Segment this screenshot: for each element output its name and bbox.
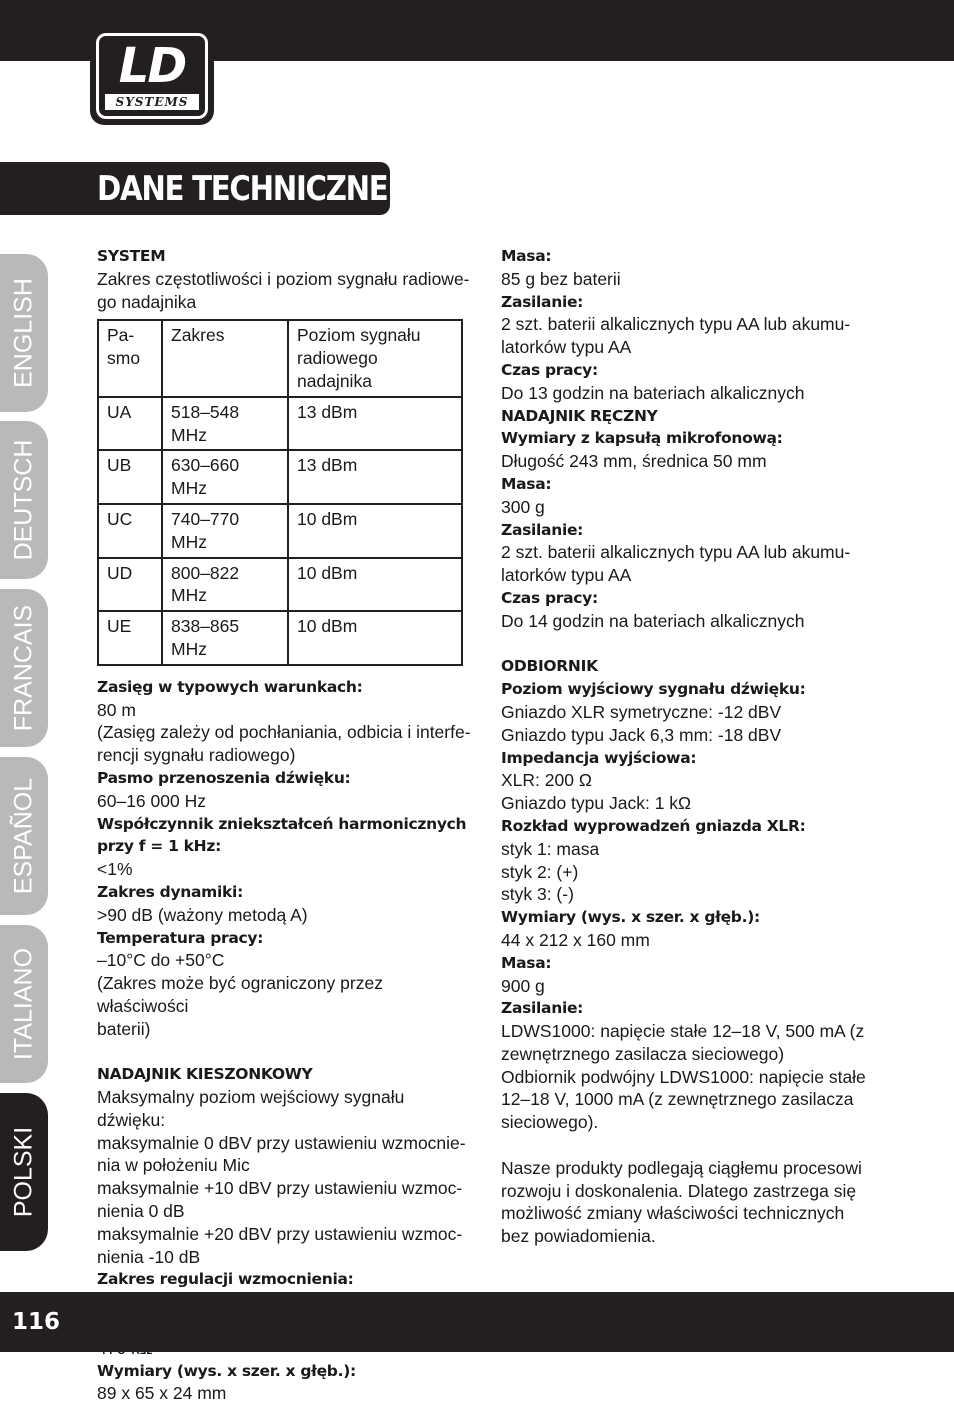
spec-value: XLR: 200 Ω — [501, 770, 592, 791]
spec-value: Długość 243 mm, średnica 50 mm — [501, 451, 767, 472]
section-heading-handheld: NADAJNIK RĘCZNY — [501, 406, 658, 425]
table-cell: 13 dBm — [288, 450, 462, 504]
logo-brand: LD — [118, 38, 186, 94]
disclaimer-line: bez powiadomienia. — [501, 1226, 656, 1247]
text-line: go nadajnika — [97, 291, 197, 312]
spec-value: zewnętrznego zasilacza sieciowego) — [501, 1043, 785, 1064]
spec-label: Temperatura pracy: — [97, 928, 264, 947]
spec-value: 44 x 212 x 160 mm — [501, 929, 650, 950]
spec-value: Gniazdo typu Jack 6,3 mm: -18 dBV — [501, 724, 782, 745]
spec-value: >90 dB (ważony metodą A) — [97, 904, 308, 925]
table-cell: 10 dBm — [288, 558, 462, 612]
spec-value: baterii) — [97, 1018, 151, 1039]
spec-value: 85 g bez baterii — [501, 268, 621, 289]
spec-value: 300 g — [501, 496, 545, 517]
spec-value: nienia 0 dB — [97, 1201, 185, 1222]
table-cell: 800–822 MHz — [162, 558, 288, 612]
spec-label: Poziom wyjściowy sygnału dźwięku: — [501, 680, 806, 699]
spec-value: maksymalnie 0 dBV przy ustawieniu wzmocnie- — [97, 1132, 466, 1153]
spec-value: Do 13 godzin na bateriach alkalicznych — [501, 382, 805, 403]
tab-english[interactable] — [0, 254, 48, 412]
text-line: Zakres częstotliwości i poziom sygnału radiowe- — [97, 268, 470, 289]
spec-value: Odbiornik podwójny LDWS1000: napięcie stałe — [501, 1066, 866, 1087]
ld-systems-logo — [90, 27, 214, 125]
spec-value: 80 m — [97, 699, 136, 720]
spec-value: Do 14 godzin na bateriach alkalicznych — [501, 610, 805, 631]
spec-value: Gniazdo typu Jack: 1 kΩ — [501, 793, 692, 814]
spec-label: Impedancja wyjściowa: — [501, 748, 697, 767]
table-row — [98, 611, 462, 665]
page-title: DANE TECHNICZNE: — [97, 169, 397, 209]
right-column — [501, 245, 871, 1248]
spec-value: 900 g — [501, 975, 545, 996]
spec-value: <1% — [97, 859, 133, 880]
spec-value: styk 2: (+) — [501, 861, 579, 882]
spec-value: –10°C do +50°C — [97, 950, 225, 971]
section-heading-receiver: ODBIORNIK — [501, 657, 598, 676]
left-column — [97, 245, 477, 1405]
table-header-cell: Pa- smo — [98, 320, 162, 396]
logo-frame — [96, 33, 208, 119]
spec-value: latorków typu AA — [501, 337, 632, 358]
table-header-cell: Zakres — [162, 320, 288, 396]
tab-label: FRANCAIS — [9, 604, 38, 732]
spec-value: Maksymalny poziom wejściowy sygnału dźwięku: — [97, 1087, 405, 1130]
spec-label: Zakres dynamiki: — [97, 882, 243, 901]
frequency-table — [97, 319, 463, 665]
spec-label: Zasięg w typowych warunkach: — [97, 677, 363, 696]
spec-label: Współczynnik zniekształceń harmonicznych — [97, 814, 467, 833]
table-cell: 10 dBm — [288, 504, 462, 558]
table-cell: UB — [98, 450, 162, 504]
tab-label: ENGLISH — [9, 278, 38, 388]
table-cell: 740–770 MHz — [162, 504, 288, 558]
spacer — [501, 1134, 871, 1157]
spec-label: Zakres regulacji wzmocnienia: — [97, 1270, 354, 1289]
disclaimer-line: rozwoju i doskonalenia. Dlatego zastrzega się — [501, 1180, 857, 1201]
table-row — [98, 558, 462, 612]
tab-espanol[interactable] — [0, 757, 48, 915]
spec-value: latorków typu AA — [501, 565, 632, 586]
tab-polski[interactable] — [0, 1093, 48, 1251]
spec-label: Wymiary (wys. x szer. x głęb.): — [97, 1361, 356, 1380]
spec-value: styk 3: (-) — [501, 884, 574, 905]
spec-value: rencji sygnału radiowego) — [97, 745, 296, 766]
spec-value: 60–16 000 Hz — [97, 790, 206, 811]
tab-label: ESPAÑOL — [9, 777, 38, 895]
table-cell: 838–865 MHz — [162, 611, 288, 665]
table-cell: UD — [98, 558, 162, 612]
spec-value: 2 szt. baterii alkalicznych typu AA lub akumu- — [501, 542, 851, 563]
spec-label: przy f = 1 kHz: — [97, 837, 221, 856]
table-header-cell: Poziom sygnału radiowego nadajnika — [288, 320, 462, 396]
spacer — [501, 633, 871, 656]
logo-sub: SYSTEMS — [105, 94, 199, 110]
tab-label: ITALIANO — [9, 947, 38, 1061]
disclaimer-line: Nasze produkty podlegają ciągłemu procesowi — [501, 1157, 862, 1178]
table-cell: 630–660 MHz — [162, 450, 288, 504]
spec-label: Wymiary z kapsułą mikrofonową: — [501, 429, 783, 448]
page-number: 116 — [12, 1309, 61, 1335]
spec-value: (Zakres może być ograniczony przez właściwości — [97, 973, 383, 1016]
table-cell: UC — [98, 504, 162, 558]
spec-label: Rozkład wyprowadzeń gniazda XLR: — [501, 816, 806, 835]
table-cell: 13 dBm — [288, 397, 462, 451]
spec-label: Wymiary (wys. x szer. x głęb.): — [501, 908, 760, 927]
bottom-bar — [0, 1292, 954, 1352]
tab-italiano[interactable] — [0, 925, 48, 1083]
tab-label: DEUTSCH — [9, 439, 38, 561]
spec-value: nienia -10 dB — [97, 1246, 201, 1267]
table-row — [98, 504, 462, 558]
table-row — [98, 397, 462, 451]
table-cell: UE — [98, 611, 162, 665]
table-cell: UA — [98, 397, 162, 451]
spec-label: Pasmo przenoszenia dźwięku: — [97, 768, 351, 787]
table-cell: 518–548 MHz — [162, 397, 288, 451]
spec-value: (Zasięg zależy od pochłaniania, odbicia i interfe- — [97, 722, 471, 743]
spec-label: Masa: — [501, 247, 552, 265]
tab-francais[interactable] — [0, 589, 48, 747]
spec-value: nia w położeniu Mic — [97, 1155, 250, 1176]
spec-value: 2 szt. baterii alkalicznych typu AA lub akumu- — [501, 314, 851, 335]
spec-label: Zasilanie: — [501, 520, 584, 539]
spec-label: Czas pracy: — [501, 588, 598, 607]
section-heading-bodypack: NADAJNIK KIESZONKOWY — [97, 1065, 313, 1084]
table-row — [98, 450, 462, 504]
spec-label: Zasilanie: — [501, 999, 584, 1018]
section-heading-system: SYSTEM — [97, 247, 166, 265]
spec-value: styk 1: masa — [501, 838, 600, 859]
spec-value: 89 x 65 x 24 mm — [97, 1383, 227, 1404]
spec-label: Masa: — [501, 953, 552, 972]
spec-value: Gniazdo XLR symetryczne: -12 dBV — [501, 701, 782, 722]
tab-label: POLSKI — [9, 1126, 38, 1218]
spec-value: LDWS1000: napięcie stałe 12–18 V, 500 mA (z — [501, 1021, 865, 1042]
disclaimer-line: możliwość zmiany właściwości technicznych — [501, 1203, 845, 1224]
spec-label: Czas pracy: — [501, 360, 598, 379]
table-cell: 10 dBm — [288, 611, 462, 665]
spec-label: Masa: — [501, 474, 552, 493]
spec-label: Zasilanie: — [501, 292, 584, 311]
spec-value: maksymalnie +10 dBV przy ustawieniu wzmoc- — [97, 1178, 463, 1199]
spacer — [97, 1041, 477, 1064]
table-header-row — [98, 320, 462, 396]
spec-value: maksymalnie +20 dBV przy ustawieniu wzmoc- — [97, 1223, 463, 1244]
spec-value: 12–18 V, 1000 mA (z zewnętrznego zasilacza — [501, 1089, 854, 1110]
tab-deutsch[interactable] — [0, 421, 48, 579]
spec-value: sieciowego). — [501, 1112, 599, 1133]
